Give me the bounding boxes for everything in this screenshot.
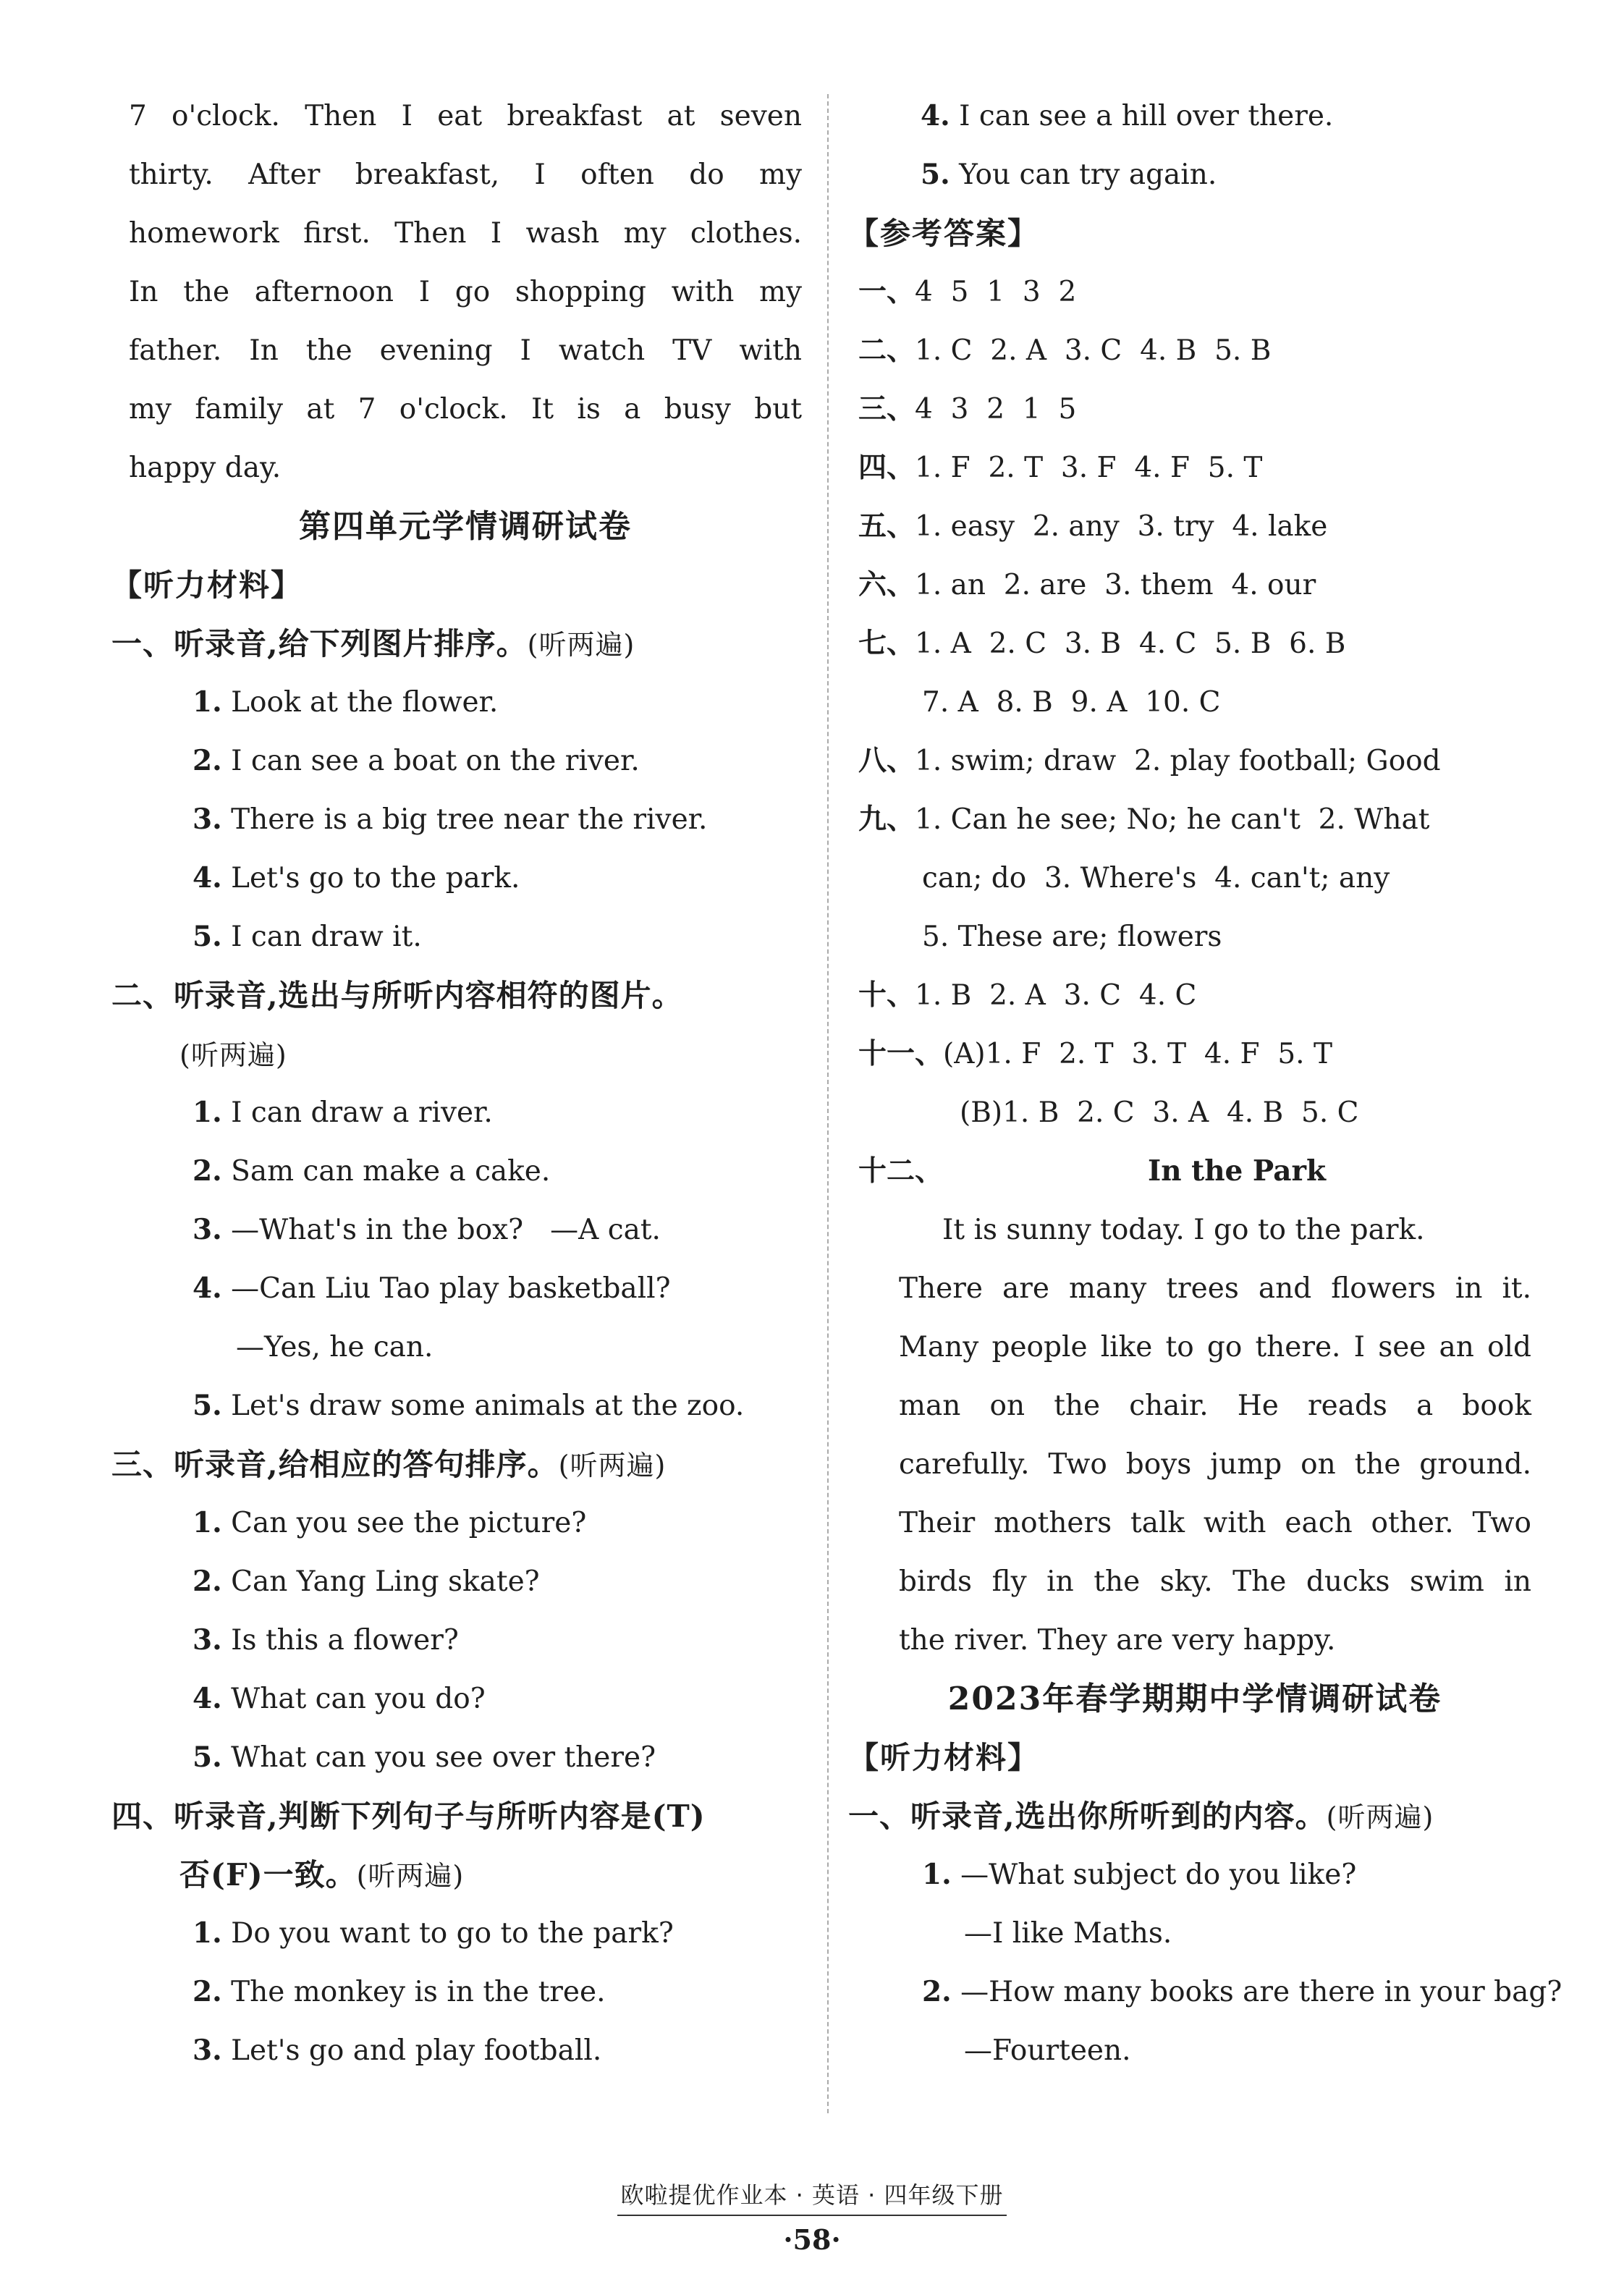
left-column xyxy=(111,87,802,2080)
right-column xyxy=(848,87,1562,2080)
list-item: —Fourteen. xyxy=(964,2034,1131,2067)
answer-row: 五、1. easy 2. any 3. try 4. lake xyxy=(858,510,1328,543)
answer-row: 5. These are; flowers xyxy=(922,921,1222,953)
page-footer xyxy=(0,2177,1624,2256)
essay-line: Their mothers talk with each other. Two xyxy=(899,1507,1531,1539)
list-item: 2. I can see a boat on the river. xyxy=(193,744,640,777)
answer-row: 六、1. an 2. are 3. them 4. our xyxy=(858,568,1316,601)
column-divider xyxy=(827,94,829,2113)
listening-label: 【听力材料】 xyxy=(111,567,303,603)
list-item: 5. Let's draw some animals at the zoo. xyxy=(193,1389,745,1422)
answer-row: 九、1. Can he see; No; he can't 2. What xyxy=(858,803,1430,836)
list-item: 4. I can see a hill over there. xyxy=(921,99,1334,132)
list-item: 4. —Can Liu Tao play basketball? xyxy=(193,1272,671,1305)
list-item: 3. Let's go and play football. xyxy=(193,2034,602,2067)
essay-line: the river. They are very happy. xyxy=(899,1624,1336,1657)
essay-heading xyxy=(858,1142,1531,1201)
section-heading-cont: 否(F)一致。(听两遍) xyxy=(179,1857,465,1893)
intro-line: 7 o'clock. Then I eat breakfast at seven xyxy=(129,100,802,132)
list-item: 2. Can Yang Ling skate? xyxy=(193,1565,540,1598)
essay-line: carefully. Two boys jump on the ground. xyxy=(899,1448,1531,1481)
answers-label: 【参考答案】 xyxy=(848,216,1040,251)
list-item: —Yes, he can. xyxy=(236,1331,434,1363)
answer-row: 一、4 5 1 3 2 xyxy=(858,275,1077,308)
list-item: 5. I can draw it. xyxy=(193,920,422,953)
intro-line: In the afternoon I go shopping with my xyxy=(129,276,802,308)
list-item: 1. —What subject do you like? xyxy=(922,1858,1357,1891)
book-title: 欧啦提优作业本 · 英语 · 四年级下册 xyxy=(617,2177,1006,2216)
list-item: 2. —How many books are there in your bag? xyxy=(922,1975,1562,2008)
list-item: 3. There is a big tree near the river. xyxy=(193,803,708,836)
essay-line: birds fly in the sky. The ducks swim in xyxy=(899,1565,1531,1598)
essay-line: It is sunny today. I go to the park. xyxy=(942,1214,1425,1246)
section-heading: 四、听录音,判断下列句子与所听内容是(T) xyxy=(111,1798,706,1834)
section-heading: 一、听录音,给下列图片排序。(听两遍) xyxy=(111,626,635,661)
essay-label: 十二、 xyxy=(858,1154,944,1188)
answer-row: 十、1. B 2. A 3. C 4. C xyxy=(858,978,1197,1012)
essay-line: man on the chair. He reads a book xyxy=(899,1390,1531,1422)
list-item: 1. Do you want to go to the park? xyxy=(193,1916,674,1950)
list-item: 5. What can you see over there? xyxy=(193,1741,656,1774)
list-item: 1. I can draw a river. xyxy=(193,1096,493,1129)
answer-row: (B)1. B 2. C 3. A 4. B 5. C xyxy=(960,1096,1359,1129)
essay-line: Many people like to go there. I see an old xyxy=(899,1331,1531,1363)
list-item: 1. Can you see the picture? xyxy=(193,1506,587,1539)
exam-title: 2023年春学期期中学情调研试卷 xyxy=(947,1680,1442,1717)
section-heading: 二、听录音,选出与所听内容相符的图片。 xyxy=(111,978,683,1013)
essay-title: In the Park xyxy=(1148,1154,1327,1188)
answer-row: 八、1. swim; draw 2. play football; Good xyxy=(858,744,1441,777)
section-note: (听两遍) xyxy=(179,1039,287,1071)
list-item: 4. Let's go to the park. xyxy=(193,861,520,895)
list-item: 5. You can try again. xyxy=(921,158,1217,191)
answer-row: 七、1. A 2. C 3. B 4. C 5. B 6. B xyxy=(858,627,1346,660)
list-item: 1. Look at the flower. xyxy=(193,685,499,719)
essay-line: There are many trees and flowers in it. xyxy=(899,1272,1531,1305)
listening-label: 【听力材料】 xyxy=(848,1740,1040,1775)
intro-line: my family at 7 o'clock. It is a busy but xyxy=(129,393,802,426)
intro-line: homework first. Then I wash my clothes. xyxy=(129,217,802,250)
intro-line: father. In the evening I watch TV with xyxy=(129,334,802,367)
answer-row: 三、4 3 2 1 5 xyxy=(858,392,1077,426)
answer-row: can; do 3. Where's 4. can't; any xyxy=(922,862,1390,895)
intro-line: thirty. After breakfast, I often do my xyxy=(129,158,802,191)
list-item: 2. The monkey is in the tree. xyxy=(193,1975,606,2008)
list-item: 2. Sam can make a cake. xyxy=(193,1154,551,1188)
list-item: 3. Is this a flower? xyxy=(193,1623,459,1657)
intro-line: happy day. xyxy=(129,452,282,484)
answer-row: 四、1. F 2. T 3. F 4. F 5. T xyxy=(858,451,1263,484)
section-heading: 一、听录音,选出你所听到的内容。(听两遍) xyxy=(848,1798,1434,1834)
answer-row: 二、1. C 2. A 3. C 4. B 5. B xyxy=(858,334,1272,367)
list-item: —I like Maths. xyxy=(964,1917,1172,1950)
section-heading: 三、听录音,给相应的答句排序。(听两遍) xyxy=(111,1447,667,1482)
answer-row: 十一、(A)1. F 2. T 3. T 4. F 5. T xyxy=(858,1037,1332,1070)
page-number: ·58· xyxy=(783,2223,841,2256)
answer-row: 7. A 8. B 9. A 10. C xyxy=(922,686,1221,719)
list-item: 3. —What's in the box? —A cat. xyxy=(193,1213,661,1246)
unit-title: 第四单元学情调研试卷 xyxy=(299,508,632,545)
list-item: 4. What can you do? xyxy=(193,1682,486,1715)
